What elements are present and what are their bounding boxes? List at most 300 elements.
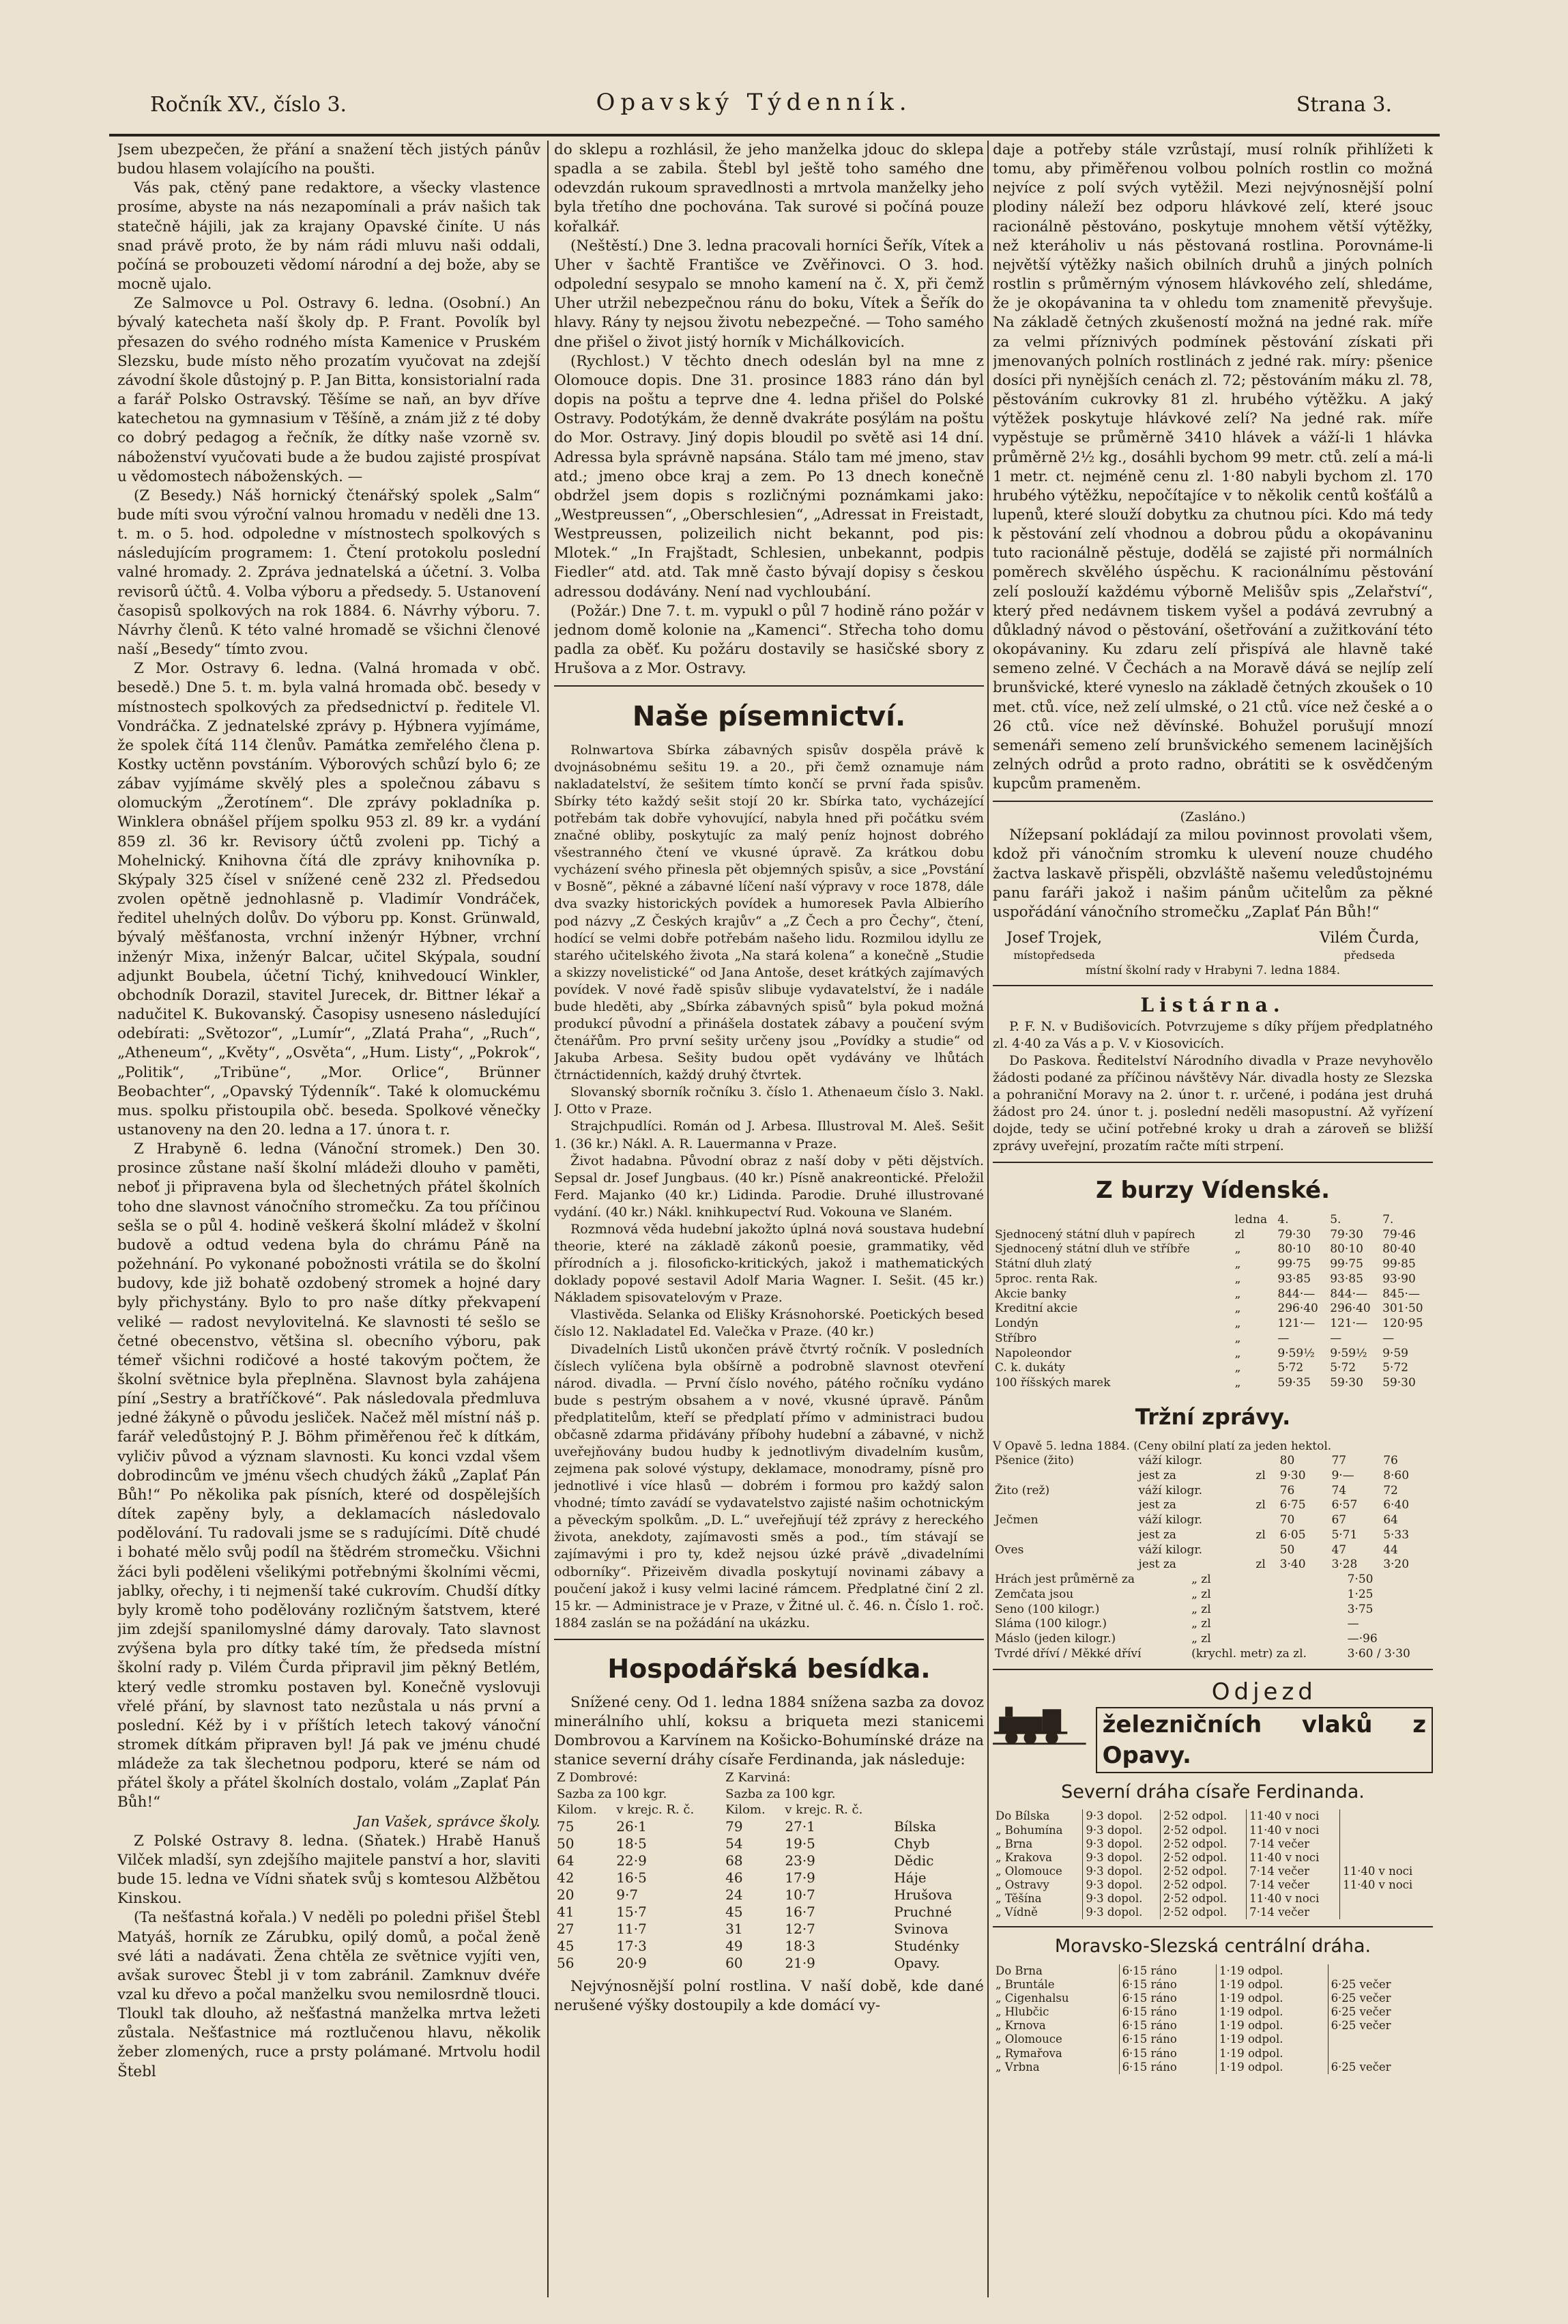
timetable-row-cell bbox=[1340, 1892, 1433, 1906]
timetable-row-cell: „ Krakova bbox=[993, 1851, 1083, 1865]
article-paragraph: do sklepu a rozhlásil, že jeho manželka jdouc do sklepa spadla a se zabila. Štebl byl ještě toho samého dne odevzdán rukoum spravedlnosti a mrtvola manželky jeho byla třetího dne pochována. Tak surové si počíná pouze kořalkář. bbox=[554, 141, 984, 235]
burzy-row-cell: „ bbox=[1234, 1376, 1241, 1390]
rate-row-cell: Svinova bbox=[894, 1920, 948, 1937]
burzy-row-cell: 9·59½ bbox=[1277, 1346, 1315, 1360]
timetable-row-cell: 11·40 v noci bbox=[1247, 1824, 1340, 1837]
locomotive-icon bbox=[993, 1701, 1086, 1749]
burzy-head: 4. bbox=[1277, 1212, 1289, 1226]
timetable-row bbox=[993, 1892, 1433, 1906]
rate-col-head: v krejc. R. č. bbox=[785, 1803, 863, 1818]
rate-row-cell: 50 bbox=[557, 1835, 575, 1852]
timetable-row-cell: 2·52 odpol. bbox=[1160, 1892, 1246, 1906]
market-row bbox=[993, 1469, 1433, 1484]
timetable-row-cell: „ Rymařova bbox=[993, 2047, 1119, 2061]
market-row-cell: 76 bbox=[1383, 1454, 1398, 1467]
market-row-cell bbox=[1253, 1484, 1277, 1499]
news-item-hrabyne: Z Hrabyně 6. ledna (Vánoční stromek.) Den 30. prosince zůstane naší školní mládeži dlouho v paměti, neboť ji připravena byla od šlechetných přátel školních toho dne slavnost vánočního stromečku. Za tou příčinou sešla se o půl 4. hodině veškerá školní mládež v školní budově a odtud vedena byla do chrámu Páně na požehnání. Po vykonané pobožnosti vrátila se do školní budovy, kde již bohatě ozdobený stromek a hojné dary byly přichystány. Bylo to pro naše dítky překvapení veliké — radost nevylovitelná. Ke slavnosti té sešlo se četné obecenstvo, většina sl. obecního výboru, pak témeř všichni rodičové a hosté takovým počtem, že školní světnice byla přeplněna. Slavnost byla zahájena píní „Sestry a bratříčkové“. Pak následovala předmluva jedné žákyně o původu jesliček. Načež měl místní náš p. farář veledůstojný P. J. Böhm přiměřenou řeč k dítkám, vyličiv původ a význam slavnosti. Ku konci vzdal všem dobrodincům ve jménu všech chudých žáků „Zaplať Pán Bůh!“ Po několika pak písních, které od dospělejších dítek zapěny byly, a deklamacích následovalo podělování. Tu radovali jsme se s radujícími. Dítě chudé i bohaté mělo svůj podíl na štědrém stromečku. Všichni žáci byli poděleni všelikými potřebnými školními věcmi, jablky, ořechy, i ti nejmenší také cukrovím. Chudší dítky byly kromě toho podělovány rozličným šatstvem, které jim zdejší spanilomyslné dámy darovaly. Tato slavnost zvýšena byla pro dítky také tím, že předseda místní školní rady p. Vilém Čurda připravil jim pěkný Betlém, který vedle stromku postaven byl. Konečně vyslovuji vřelé přání, by slavnost tato nezůstala u nás první a poslední. Kéž by i v příštích letech takový vánoční stromek dítkám připraven byl! Já pak ve jménu chudé mládeže za tak šlechetnou podporu, které se nám od přátel školy a přátel školních dostalo, volám „Zaplať Pán Bůh!“ bbox=[117, 1141, 540, 1811]
rate-row bbox=[554, 1818, 984, 1835]
burzy-row-cell: 5·72 bbox=[1277, 1361, 1304, 1375]
burzy-row-cell: 79·46 bbox=[1382, 1227, 1416, 1242]
lit-item: Život hadabna. Původní obraz z naší doby v pěti dějstvích. Sepsal dr. Josef Jungbaus. (40 kr.) Písně anakreontické. Přeložil Ferd. Majanko (40 kr.) Lidinda. Parodie. Druhé illustrované vydání. (40 kr.) Nákl. knihkupectví Rud. Vokouna ve Slaném. bbox=[554, 1153, 984, 1220]
timetable-row-cell: 6·15 ráno bbox=[1119, 1978, 1216, 1992]
timetable-row-cell: 2·52 odpol. bbox=[1160, 1809, 1246, 1823]
market-row-cell bbox=[1253, 1454, 1277, 1469]
burzy-row-cell: „ bbox=[1234, 1242, 1241, 1257]
timetable-row-cell: 6·25 večer bbox=[1331, 1977, 1391, 1991]
rate-row-cell: 68 bbox=[725, 1852, 743, 1869]
signature: Jan Vašek, správce školy. bbox=[355, 1813, 540, 1831]
market-row-cell: zl bbox=[1255, 1498, 1266, 1512]
timetable-row bbox=[993, 1809, 1433, 1823]
timetable-row bbox=[993, 1978, 1433, 1992]
timetable-row-cell: 9·3 dopol. bbox=[1083, 1824, 1160, 1837]
section-title-literature: Naše písemnictví. bbox=[632, 701, 906, 733]
burzy-row-cell: 93·90 bbox=[1382, 1272, 1416, 1286]
market-row bbox=[993, 1498, 1433, 1513]
header-rule bbox=[109, 134, 1440, 137]
timetable-row-cell: 11·40 v noci bbox=[1247, 1809, 1340, 1823]
burzy-row bbox=[993, 1272, 1433, 1287]
rate-row-cell: 45 bbox=[725, 1903, 743, 1920]
section-rule bbox=[993, 1926, 1433, 1927]
timetable-row-cell: 6·15 ráno bbox=[1119, 1992, 1216, 2005]
timetable-row-cell: 9·3 dopol. bbox=[1083, 1809, 1160, 1823]
rate-row-cell: 27 bbox=[557, 1920, 575, 1937]
rate-row-cell: 27·1 bbox=[785, 1818, 815, 1835]
market-row-cell: Oves bbox=[995, 1543, 1024, 1557]
burzy-row-cell: 59·35 bbox=[1277, 1376, 1311, 1390]
burzy-row bbox=[993, 1347, 1433, 1362]
burzy-row-cell: „ bbox=[1234, 1287, 1241, 1301]
timetable-row-cell: 7·14 večer bbox=[1247, 1837, 1340, 1851]
market-row-cell: 3·40 bbox=[1279, 1558, 1306, 1572]
timetable-row-cell: „ Brna bbox=[993, 1837, 1083, 1851]
timetable-row-cell: „ Cigenhalsu bbox=[993, 1992, 1119, 2005]
signature-curda: Vilém Čurda, bbox=[1319, 929, 1419, 947]
lit-item: Vlastivěda. Selanka od Elišky Krásnohorské. Poetických besed číslo 12. Nakladatel Ed. Valečka v Praze. (40 kr.) bbox=[554, 1307, 984, 1340]
rate-row-cell: 15·7 bbox=[616, 1903, 647, 1920]
rate-row-cell: Pruchné bbox=[894, 1903, 952, 1920]
timetable-row-cell bbox=[1340, 1824, 1433, 1837]
market-row-cell: 6·40 bbox=[1383, 1498, 1410, 1512]
burzy-row-cell: „ bbox=[1234, 1317, 1241, 1331]
burzy-head: ledna bbox=[1234, 1212, 1268, 1226]
burzy-row-cell: 93·85 bbox=[1330, 1272, 1363, 1286]
timetable-row-cell: 2·52 odpol. bbox=[1160, 1837, 1246, 1851]
timetable-row-cell: 2·52 odpol. bbox=[1160, 1851, 1246, 1865]
burzy-row-cell: — bbox=[1277, 1331, 1290, 1345]
rate-row-cell: 18·5 bbox=[616, 1835, 647, 1852]
section-rule bbox=[993, 985, 1433, 986]
timetable-row-cell: „ Bruntále bbox=[993, 1978, 1119, 1992]
lit-item: Divadelních Listů ukončen právě čtvrtý ročník. V posledních číslech vylíčena byla obšírně a podrobně slavnost otevření národ. divadla. — První číslo nového, pátého ročníku vydáno bude s pestrým obsahem a v nové, vkusné úpravě. Pánům předplatitelům, kteří se předplatí přímo v administraci budou občasně zdarma přidávány příbohy hudební a zábavné, v nichž uveřejňovány budou hudby k jednotlivým divadelním kusům, zejmena pak solové výstupy, deklamace, monodramy, písně pro jednotlivé i více hlasů — dobrém i formou pro každý salon vhodné; tímto zavádí se vydavatelstvo zajisté našim ochotnickým a pěveckým spolkům. „D. L.“ uveřejňují též zprávy z hereckého života, anekdoty, zajímavosti směs a pod., tím stávají se zajímavými i pro ty, kdež nejsou úzké právě „divadelními odborníky“. Přizeivěm divadla poskytují novinami zábavy a poučení jakož i kusy velmi laciné rámcem. Předplatné činí 2 zl. 15 kr. — Administrace je v Praze, v Žitné ul. č. 46. n. Číslo 1. roč. 1884 zaslán se na požádání na ukázku. bbox=[554, 1341, 984, 1631]
timetable-row-cell bbox=[1340, 1851, 1433, 1865]
market-extra-row-cell: Seno (100 kilogr.) bbox=[995, 1602, 1100, 1616]
zaslano-label: (Zasláno.) bbox=[1180, 809, 1246, 825]
timetable-row bbox=[993, 1964, 1433, 1978]
rate-row bbox=[554, 1869, 984, 1887]
timetable-row-cell: 2·52 odpol. bbox=[1160, 1878, 1246, 1892]
rate-row-cell: 11·7 bbox=[616, 1920, 647, 1937]
burzy-row-cell: 296·40 bbox=[1330, 1302, 1371, 1316]
market-extra-row bbox=[993, 1588, 1433, 1603]
rate-row bbox=[554, 1887, 984, 1904]
burzy-row-cell: „ bbox=[1234, 1331, 1241, 1345]
burzy-row-cell: 5·72 bbox=[1330, 1361, 1356, 1375]
rate-head-dombrova: Z Dombrové: bbox=[557, 1770, 638, 1785]
timetable-row-cell: 6·15 ráno bbox=[1119, 2061, 1216, 2074]
market-row-cell: 6·75 bbox=[1279, 1498, 1306, 1512]
section-title-economy: Hospodářská besídka. bbox=[607, 1653, 931, 1684]
rate-row-cell: 16·5 bbox=[616, 1869, 647, 1886]
listarna-item: Do Paskova. Ředitelství Národního divadla v Praze nevyhovělo žádosti podané za příčinou návštěvy Nár. divadla hosty ze Slezska a pohraniční Moravy na 2. únor t. r. určené, i podána jest druhá žádost pro 24. únor t. j. poslední neděli masopustní. Až vyřízení dojde, tedy se učiní potřebné kroky u drah a zároveň se bližší zprávy uveřejní, prozatím račte míti strpení. bbox=[993, 1052, 1433, 1154]
rate-row-cell: 16·7 bbox=[785, 1903, 815, 1920]
market-row-cell bbox=[993, 1498, 1137, 1513]
timetable-row bbox=[993, 1824, 1433, 1837]
market-extra-row-cell: Máslo (jeden kilogr.) bbox=[995, 1632, 1116, 1646]
burzy-row-cell: 844·— bbox=[1330, 1287, 1368, 1301]
timetable-row-cell: 9·3 dopol. bbox=[1083, 1892, 1160, 1906]
burzy-row-cell: Státní dluh zlatý bbox=[995, 1257, 1092, 1272]
rate-row bbox=[554, 1852, 984, 1869]
burzy-row-cell: Akcie banky bbox=[995, 1287, 1066, 1301]
signature-place: místní školní rady v Hrabyni 7. ledna 1884. bbox=[1085, 963, 1341, 977]
timetable-row bbox=[993, 2019, 1433, 2033]
rate-row-cell: 9·7 bbox=[616, 1886, 639, 1903]
market-row-cell: 74 bbox=[1331, 1483, 1347, 1497]
market-row-cell: 76 bbox=[1279, 1483, 1295, 1497]
burzy-row-cell: — bbox=[1330, 1331, 1342, 1345]
market-row-cell: 8·60 bbox=[1383, 1468, 1410, 1482]
news-item-pozar: (Požár.) Dne 7. t. m. vypukl o půl 7 hodině ráno požár v jednom domě kolonie na „Kamenci“. Střecha toho domu padla za oběť. Ku požáru dostavily se hasičské sbory z Hrušova a z Mor. Ostravy. bbox=[554, 602, 984, 678]
timetable-row-cell: Do Brna bbox=[993, 1964, 1119, 1978]
railway-title-moravsko: Moravsko-Slezská centrální dráha. bbox=[1054, 1936, 1371, 1957]
burzy-row bbox=[993, 1228, 1433, 1243]
news-item-beseda: (Z Besedy.) Náš hornický čtenářský spolek „Salm“ bude míti svou výroční valnou hromadu v neděli dne 13. t. m. o 5. hod. odpoledne v místnostech spolkových s následujícím programem: 1. Čtení protokolu poslední valné hromady. 2. Zpráva jednatelská a účetní. 3. Volba revisorů účtů. 4. Volba výboru a předsedy. 5. Ustanovení časopisů spolkových na rok 1884. 6. Návrhy výboru. 7. Návrhy členů. K této valné hromadě se všichni členové naší „Besedy“ tímto zvou. bbox=[117, 487, 540, 659]
train-departures-banner bbox=[993, 1677, 1433, 1774]
timetable-row bbox=[993, 1878, 1433, 1892]
rate-subhead: Sazba za 100 kgr. bbox=[725, 1786, 836, 1801]
burzy-row-cell: — bbox=[1382, 1331, 1395, 1345]
market-row-cell: zl bbox=[1255, 1468, 1266, 1482]
burzy-row-cell: 9·59½ bbox=[1330, 1346, 1367, 1360]
timetable-row-cell: „ Hlubčic bbox=[993, 2005, 1119, 2019]
market-row-cell: váží kilogr. bbox=[1138, 1483, 1203, 1497]
issue-number: Ročník XV., číslo 3. bbox=[150, 93, 347, 117]
rate-row bbox=[554, 1955, 984, 1972]
burzy-row-cell: 99·75 bbox=[1330, 1257, 1363, 1272]
market-row-cell: jest za bbox=[1138, 1468, 1176, 1482]
news-item-koralka: (Ta nešťastná kořala.) V neděli po poledni přišel Štebl Matyáš, horník ze Zárubku, opilý domů, a počal ženě své láti a nadávati. Žena chtěla ze světnice vyjíti ven, avšak surovec Štebl ji v tom zabránil. Zamknuv dvéře vzal ku dřevo a počal manželku svou nemilosrdně tlouci. Tloukl tak dlouho, až nešťastná manželka mrtva ležeti zůstala. Nešťastnice má roztlučenou hlavu, několik žeber zlomených, ruce a prsty polámané. Mrtvolu hodil Štebl bbox=[117, 1909, 540, 2080]
article-paragraph: Vás pak, ctěný pane redaktore, a všecky vlastence prosíme, abyste na nás nezapomínali a práv našich tak statečně hájili, jak za krajany Opavské činíte. U nás snad právě proto, že by nám rádi mluvu naši oddali, počíná se probouzeti vědomí národní a dej bože, aby se mocně ujalo. bbox=[117, 180, 540, 293]
timetable-row-cell: 6·25 večer bbox=[1331, 2060, 1391, 2074]
burzy-row-cell: 120·95 bbox=[1382, 1317, 1423, 1331]
column-2 bbox=[554, 141, 984, 2270]
section-rule bbox=[993, 1162, 1433, 1163]
market-extra-row bbox=[993, 1603, 1433, 1618]
market-row-cell bbox=[1253, 1543, 1277, 1558]
rate-row-cell: Opavy. bbox=[894, 1954, 940, 1971]
article-paragraph: Jsem ubezpečen, že přání a snažení těch jistých pánův budou hlasem volajícího na poušti. bbox=[117, 141, 540, 178]
rate-row bbox=[554, 1938, 984, 1955]
market-row-cell: jest za bbox=[1138, 1527, 1176, 1542]
market-row-cell bbox=[993, 1528, 1137, 1543]
timetable-row-cell: 9·3 dopol. bbox=[1083, 1865, 1160, 1878]
market-extra-row bbox=[993, 1617, 1433, 1632]
market-extra-row-cell: (krychl. metr) za zl. bbox=[1191, 1646, 1307, 1661]
rate-row-cell: 24 bbox=[725, 1886, 743, 1903]
market-row-cell: 47 bbox=[1331, 1543, 1347, 1557]
listarna-item: P. F. N. v Budišovicích. Potvrzujeme s díky příjem předplatného zl. 4·40 za Vás a p. V. v Kiosovicích. bbox=[993, 1018, 1433, 1051]
market-row bbox=[993, 1543, 1433, 1558]
market-row bbox=[993, 1484, 1433, 1499]
zaslano-text: Nížepsaní pokládají za milou povinnost provolati všem, kdož při vánočním stromku k ulevení nouze chudého žactva laskavě přispěli, obzvláště našemu veledůstojnému panu faráři jakož i našim pánům učitelům za pěkné uspořádání vánočního stromečku „Zaplať Pán Bůh!“ bbox=[993, 827, 1433, 921]
timetable-severni bbox=[993, 1809, 1433, 1919]
section-title-market: Tržní zprávy. bbox=[1135, 1403, 1291, 1430]
market-row-cell: váží kilogr. bbox=[1138, 1454, 1203, 1467]
timetable-row-cell bbox=[1328, 2047, 1433, 2061]
timetable-row-cell: „ Olomouce bbox=[993, 2033, 1119, 2046]
burzy-row bbox=[993, 1361, 1433, 1376]
timetable-row bbox=[993, 2033, 1433, 2046]
market-extra-table bbox=[993, 1573, 1433, 1662]
market-row-cell: 44 bbox=[1383, 1543, 1398, 1557]
section-rule bbox=[554, 685, 984, 687]
timetable-row-cell: 2·52 odpol. bbox=[1160, 1824, 1246, 1837]
rate-row-cell: 21·9 bbox=[785, 1954, 815, 1971]
rate-row-cell: 60 bbox=[725, 1954, 743, 1971]
market-row-cell: 5·71 bbox=[1331, 1527, 1358, 1542]
timetable-row-cell: 6·25 večer bbox=[1331, 2005, 1391, 2019]
timetable-row bbox=[993, 1992, 1433, 2005]
market-row-cell: 9·— bbox=[1331, 1468, 1354, 1482]
timetable-row-cell bbox=[1328, 1964, 1433, 1978]
market-row-cell: Ječmen bbox=[995, 1513, 1039, 1527]
rate-row-cell: 41 bbox=[557, 1903, 575, 1920]
burzy-row-cell: Sjednocený státní dluh v papírech bbox=[995, 1227, 1195, 1242]
market-extra-row bbox=[993, 1573, 1433, 1588]
signature-trojek: Josef Trojek, bbox=[1006, 929, 1103, 947]
burzy-row bbox=[993, 1242, 1433, 1257]
rate-row-cell: Hrušova bbox=[894, 1886, 953, 1903]
burzy-head: 7. bbox=[1382, 1212, 1394, 1226]
masthead-title: Opavský Týdenník. bbox=[596, 89, 912, 116]
rate-row-cell: 23·9 bbox=[785, 1852, 815, 1869]
burzy-row-cell: 99·85 bbox=[1382, 1257, 1416, 1272]
timetable-row bbox=[993, 2005, 1433, 2019]
market-extra-row-cell: Tvrdé dříví / Měkké dříví bbox=[995, 1646, 1142, 1661]
section-title-burzy: Z burzy Vídenské. bbox=[1095, 1177, 1331, 1205]
timetable-row bbox=[993, 2047, 1433, 2061]
signature-role: předseda bbox=[1344, 948, 1395, 962]
burzy-row-cell: „ bbox=[1234, 1257, 1241, 1272]
rate-row-cell: Chyb bbox=[894, 1835, 930, 1852]
rate-row-cell: 31 bbox=[725, 1920, 743, 1937]
news-item-nestesti: (Neštěstí.) Dne 3. ledna pracovali horníci Šeřík, Vítek a Uher v šachtě Františce ve Zvěřinovci. O 3. hod. odpolední sesypalo se mnoho kamení na č. X, při čemž Uher utržil nebezpečnou ránu do boku, Vítek a Šeřík do hlavy. Rány ty nejsou životu nebezpečné. — Toho samého dne přišel o život jistý horník v Michálkovicích. bbox=[554, 237, 984, 351]
odjezd-label: Odjezd bbox=[1211, 1678, 1317, 1706]
rate-row-cell: 42 bbox=[557, 1869, 575, 1886]
rate-row-cell: 17·3 bbox=[616, 1937, 647, 1954]
rate-row-cell: 75 bbox=[557, 1818, 575, 1835]
column-3 bbox=[993, 141, 1433, 2270]
rate-row-cell: 49 bbox=[725, 1937, 743, 1954]
rate-row-cell: 46 bbox=[725, 1869, 743, 1886]
timetable-row-cell: 11·40 v noci bbox=[1343, 1864, 1413, 1878]
timetable-row-cell: 6·25 večer bbox=[1331, 1992, 1391, 2005]
burzy-row-cell: Sjednocený státní dluh ve stříbře bbox=[995, 1242, 1190, 1257]
market-extra-row-cell: Zemčata jsou bbox=[995, 1587, 1074, 1601]
market-row-cell: 67 bbox=[1331, 1513, 1347, 1527]
burzy-row-cell: 845·— bbox=[1382, 1287, 1420, 1301]
burzy-row-cell: 100 říšských marek bbox=[995, 1376, 1111, 1390]
timetable-row-cell: 9·3 dopol. bbox=[1083, 1878, 1160, 1892]
rate-row-cell: 19·5 bbox=[785, 1835, 815, 1852]
rate-row bbox=[554, 1835, 984, 1852]
timetable-row-cell: 9·3 dopol. bbox=[1083, 1906, 1160, 1919]
burzy-row-cell: 80·10 bbox=[1330, 1242, 1363, 1257]
market-row-cell bbox=[993, 1469, 1137, 1484]
burzy-row bbox=[993, 1332, 1433, 1347]
burzy-row-cell: 121·— bbox=[1277, 1317, 1316, 1331]
rate-row-cell: 10·7 bbox=[785, 1886, 815, 1903]
market-extra-row-cell: 1·25 bbox=[1347, 1587, 1374, 1601]
timetable-row-cell: 6·15 ráno bbox=[1119, 1964, 1216, 1978]
rate-col-head: Kilom. bbox=[557, 1803, 597, 1818]
timetable-row-cell: 1·19 odpol. bbox=[1217, 1992, 1329, 2005]
market-row-cell bbox=[993, 1558, 1137, 1573]
timetable-row-cell: 6·15 ráno bbox=[1119, 2005, 1216, 2019]
market-extra-row-cell: 3·75 bbox=[1347, 1602, 1374, 1616]
market-row-cell: zl bbox=[1255, 1558, 1266, 1572]
timetable-row-cell bbox=[1328, 2033, 1433, 2046]
signature-role: místopředseda bbox=[1013, 948, 1095, 962]
burzy-row-cell: Napoleondor bbox=[995, 1346, 1072, 1360]
rate-row-cell: 54 bbox=[725, 1835, 743, 1852]
rate-row-cell: 18·3 bbox=[785, 1937, 815, 1954]
timetable-row-cell: 1·19 odpol. bbox=[1217, 2005, 1329, 2019]
burzy-row-cell: 99·75 bbox=[1277, 1257, 1311, 1272]
rate-row-cell: 56 bbox=[557, 1954, 575, 1971]
market-extra-row-cell: — bbox=[1347, 1617, 1359, 1631]
timetable-row-cell: 1·19 odpol. bbox=[1217, 1964, 1329, 1978]
rate-row-cell: 45 bbox=[557, 1937, 575, 1954]
section-rule bbox=[993, 1669, 1433, 1670]
news-item-mor-ostrava: Z Mor. Ostravy 6. ledna. (Valná hromada v obč. besedě.) Dne 5. t. m. byla valná hromada obč. besedy v místnostech spolkových za předsednictví p. ředitele Vl. Vondráčka. Z jednatelské zprávy p. Hýbnera vyjímáme, že spolek čítá 114 členův. Památka zemřelého člena p. Kostky uctěnn povstáním. Výborových schůzí bylo 6; ze zábav vyjímáme skvělý ples a společnou zábavu s olomuckým „Žerotínem“. Dle zprávy pokladníka p. Winklera obnášel příjem spolku 953 zl. 89 kr. a vydání 859 zl. 36 kr. Revisory účtů zvoleni pp. Tichý a Mohelnický. Knihovna čítá dle zprávy knihovníka p. Skýpaly 325 čísel v snížené ceně 232 zl. Předsedou zvolen opětně jednohlasně p. Vladimír Vondráček, ředitel uhelných dolův. Do výboru pp. Konst. Grünwald, bývalý měšťanosta, vrchní inženýr Hýbner, vrchní inženýr Mixa, inženýr Balcar, učitel Skýpala, soudní adjunkt Boubela, účetní Tichý, knihvedoucí Winkler, obchodník Dorazil, stavitel Jurecek, dr. Bittner lékař a nadučitel K. Bukovanský. Časopisy usneseno následující odebírati: „Světozor“, „Lumír“, „Zlatá Praha“, „Ruch“, „Atheneum“, „Květy“, „Osvěta“, „Hum. Listy“, „Pokrok“, „Politik“, „Tribüne“, „Mor. Orlice“, Brünner Beobachter“, „Opavský Týdenník“. Také k olomuckému mus. spolku přistoupila obč. beseda. Spolkové věnečky ustanoveny na den 20. ledna a 17. února t. r. bbox=[117, 660, 540, 1138]
burzy-head: 5. bbox=[1330, 1212, 1341, 1226]
burzy-row-cell: 301·50 bbox=[1382, 1302, 1423, 1316]
timetable-row-cell: „ Bohumína bbox=[993, 1824, 1083, 1837]
burzy-row-cell: 296·40 bbox=[1277, 1302, 1318, 1316]
timetable-row-cell: 1·19 odpol. bbox=[1217, 2047, 1329, 2061]
burzy-row bbox=[993, 1302, 1433, 1317]
market-row-cell: 77 bbox=[1331, 1454, 1347, 1467]
rate-subhead: Sazba za 100 kgr. bbox=[557, 1786, 667, 1801]
timetable-row-cell: 11·40 v noci bbox=[1247, 1851, 1340, 1865]
burzy-row-cell: 93·85 bbox=[1277, 1272, 1311, 1286]
timetable-row-cell: 2·52 odpol. bbox=[1160, 1865, 1246, 1878]
timetable-row-cell: 1·19 odpol. bbox=[1217, 1978, 1329, 1992]
market-extra-row-cell: 3·60 / 3·30 bbox=[1347, 1646, 1410, 1661]
market-row-cell: 6·57 bbox=[1331, 1498, 1358, 1512]
news-item-rychlost: (Rychlost.) V těchto dnech odeslán byl na mne z Olomouce dopis. Dne 31. prosince 1883 ráno dán byl dopis na poštu a teprve dne 4. ledna přišel do Polské Ostravy. Podotýkám, že denně dvakráte posýlám na poštu do Mor. Ostravy. Jiný dopis bloudil po světě asi 14 dní. Adressa byla správně napsána. Stálo tam mé jmeno, stav atd.; jmeno obce kraj a zem. Po 13 dnech konečně obdržel jsem dopis s rozličnými poznámkami jako: „Westpreussen“, „Oberschlesien“, „Adressat in Freistadt, Westpreussen, polizeilich nicht bekannt, pod pis: Mlotek.“ „In Frajštadt, Schlesien, unbekannt, podpis Fiedler“ atd. atd. Tak mně často bývají dopisy s českou adressou dodávány. Není nad vychloubání. bbox=[554, 352, 984, 601]
rate-row-cell: 79 bbox=[725, 1818, 743, 1835]
column-1 bbox=[117, 141, 540, 2270]
burzy-row-cell: 80·40 bbox=[1382, 1242, 1416, 1257]
rate-row-cell: Bílska bbox=[894, 1818, 937, 1835]
market-row-cell: jest za bbox=[1138, 1558, 1176, 1572]
lit-item: Rolnwartova Sbírka zábavných spisův dospěla právě k dvojnásobnému sešitu 19. a 20., při čemž oznamuje nám nakladatelství, že sešitem tímto končí se první řada spisův. Sbírky této každý sešit stojí 20 kr. Sbírka tato, vycházející potřebám tak dobře vyhovující, nabyla hned při počátku svém značné obliby, poskytujíc za malý peníz hojnost dobrého všestranného čtení ve vkusné úpravě. Za krátkou dobu vycházení svého přinesla pět objemných spisův, a sice „Povstání v Bosně“, pěkné a zábavné líčení naší výpravy v roce 1878, dále dva svazky historických povídek a humoresek Pavla Albierího pod názvy „Z Českých krajův“ a „Z Čech a pro Čechy“, čtení, hodící se velmi dobře potřebám našeho lidu. Rozmilou idyllu ze starého učitelského života „Na stará kolena“ a konečně „Studie a skizzy novelistické“ od Jana Antoše, deset krátkých zajímavých povídek. V nové řadě spisův slibuje vydavatelství, že i nadále bude hleděti, aby „Sbírka zábavných spisů“ byla pokud možná produkcí původní a přinášela dostatek zábavy a poučení svým čtenářům. Pro první sešity určeny jsou „Povídky a studie“ od Jakuba Arbesa. Sešity budou opět vydávány ve lhůtách čtrnáctidenních, každý druhý čtvrtek. bbox=[554, 742, 984, 1083]
rate-head-karvina: Z Karviná: bbox=[725, 1770, 791, 1785]
market-extra-row-cell: —·96 bbox=[1347, 1632, 1378, 1646]
rate-row-cell: 20 bbox=[557, 1886, 575, 1903]
rate-row-cell: Dědic bbox=[894, 1852, 934, 1869]
stock-exchange-table bbox=[993, 1213, 1433, 1391]
market-row-cell: 5·33 bbox=[1383, 1527, 1410, 1542]
timetable-row-cell: „ Krnova bbox=[993, 2019, 1119, 2033]
burzy-row-cell: C. k. dukáty bbox=[995, 1361, 1066, 1375]
rate-row-cell: 22·9 bbox=[616, 1852, 647, 1869]
market-extra-row bbox=[993, 1632, 1433, 1647]
news-item-salmovec: Ze Salmovce u Pol. Ostravy 6. ledna. (Osobní.) An bývalý katecheta naší školy dp. P. Frant. Povolík byl přesazen do svého rodného místa Kamenice v Pruském Slezsku, bude místo něho prozatím vyučovat na zdejší závodní škole důstojný p. P. Jan Bitta, konsistorialní rada a farář Polsko Ostravský. Těšíme se naň, an byv dříve katechetou na gymnasium v Těšíně, a znám již z té doby co dobrý pedagog a řečník, že dítky naše vzorně sv. náboženství vyučovati bude a že budou zajisté prospívat u vědomostech náboženských. — bbox=[117, 295, 540, 485]
railway-title-severni: Severní dráha císaře Ferdinanda. bbox=[1061, 1781, 1365, 1803]
rate-row-cell: 64 bbox=[557, 1852, 575, 1869]
timetable-row-cell: 9·3 dopol. bbox=[1083, 1837, 1160, 1851]
section-title-listarna: Listárna. bbox=[1140, 994, 1286, 1016]
burzy-row-cell: zl bbox=[1234, 1227, 1245, 1242]
market-row bbox=[993, 1558, 1433, 1573]
rate-row-cell: Studénky bbox=[894, 1937, 959, 1954]
rate-col-head: v krejc. R. č. bbox=[616, 1803, 695, 1818]
market-extra-row-cell: 7·50 bbox=[1347, 1573, 1374, 1586]
market-row-cell: zl bbox=[1255, 1527, 1266, 1542]
market-row-cell: 80 bbox=[1279, 1454, 1295, 1467]
article-paragraph: daje a potřeby stále vzrůstají, musí rolník přihlížeti k tomu, aby přiměřenou volbou polních rostlin co možná nejvíce z polí svých vytěžil. Mezi nejvýnosnější polní plodiny náleží bez odporu hlávkové zelí, které jsouc racionálně pěstováno, poskytuje mnohem větší výtěžky, než kteráholiv u nás pěstovaná rostlina. Porovnáme-li největší výtěžky našich obilních druhů a jiných polních rostlin s průměrným výnosem hlávkového zelí, shledáme, že je okopávanina ta v ohledu tom znamenitě převyšuje. Na základě četných zkušeností možná na jedné rak. míře za velmi příznivých podmínek pěstování získati při jmenovaných polních rostlinách z jedné rak. míry: pšenice dosíci při nynějších cenách zl. 72; pěstováním máku zl. 78, pěstováním cukrovky 81 zl. hrubého výtěžku. A jaký výtěžek poskytuje hlávkové zelí? Na jedné rak. míře vypěstuje se průměrně 3410 hlávek a váží-li 1 hlávka průměrně 2½ kg., dosáhli bychom 99 metr. ctů. zelí a má-li 1 metr. ct. nejméně cenu zl. 1·80 nabyli bychom zl. 170 hrubého výtěžku, nepočítajíce v to několik centů košťálů a lupenů, které slouží dobytku za chutnou píci. Kdo má tedy k pěstování zelí vhodnou a dobrou půdu a okopávaninu tuto racionálně pěstuje, dodělá se zajisté při normálních poměrech skvělého úspěchu. K racionálnímu pěstování zelí poslouží každému výborně Melišův spis „Zelařství“, který před nedávnem tiskem vyšel a podává zevrubný a důkladný návod o pěstování, ošetřování a zužitkování této okopávaniny. Ku zdaru zelí přispívá ale hlavně také semeno zelné. V Čechách a na Moravě dává se nejlíp zelí brunšvické, které vyneslo na základě četných zkoušek o 10 met. ctů. více, než zelí ulmské, o 21 ctů. více než české a o 26 ctů. více než děvínské. Bohužel porušují mnozí semenáři semeno zelí brunšvického semenem lacinějších zelných odrůd a proto radno, obrátiti se k osvědčeným kupcům prameněm. bbox=[993, 141, 1433, 793]
timetable-row-cell: „ Těšína bbox=[993, 1892, 1083, 1906]
market-row-cell: Pšenice (žito) bbox=[995, 1454, 1074, 1467]
market-price-table bbox=[993, 1454, 1433, 1573]
timetable-row-cell: 6·15 ráno bbox=[1119, 2033, 1216, 2046]
timetable-row-cell: „ Vídně bbox=[993, 1906, 1083, 1919]
timetable-row-cell: 11·40 v noci bbox=[1247, 1892, 1340, 1906]
burzy-row-cell: „ bbox=[1234, 1272, 1241, 1286]
market-row-cell: 3·20 bbox=[1383, 1558, 1410, 1572]
timetable-row bbox=[993, 1851, 1433, 1865]
burzy-row-cell: 80·10 bbox=[1277, 1242, 1311, 1257]
market-row bbox=[993, 1513, 1433, 1528]
timetable-row-cell: 2·52 odpol. bbox=[1160, 1906, 1246, 1919]
timetable-row-cell: „ Vrbna bbox=[993, 2061, 1119, 2074]
burzy-row bbox=[993, 1317, 1433, 1332]
burzy-row-cell: „ bbox=[1234, 1346, 1241, 1360]
market-extra-row-cell: Sláma (100 kilogr.) bbox=[995, 1617, 1107, 1631]
market-row-cell: 70 bbox=[1279, 1513, 1295, 1527]
timetable-row-cell: 7·14 večer bbox=[1247, 1865, 1340, 1878]
rate-row-cell: 26·1 bbox=[616, 1818, 647, 1835]
timetable-row-cell: „ Ostravy bbox=[993, 1878, 1083, 1892]
timetable-row-cell: 11·40 v noci bbox=[1343, 1878, 1413, 1892]
timetable-row-cell: Do Bílska bbox=[993, 1809, 1083, 1823]
timetable-row bbox=[993, 1837, 1433, 1851]
odjezd-subtitle: železničních vlaků z Opavy. bbox=[1096, 1707, 1433, 1773]
burzy-row-cell: Stříbro bbox=[995, 1331, 1037, 1345]
burzy-row-cell: 5·72 bbox=[1382, 1361, 1408, 1375]
market-row-cell: jest za bbox=[1138, 1498, 1176, 1512]
burzy-row-cell: „ bbox=[1234, 1302, 1241, 1316]
market-row-cell: 3·28 bbox=[1331, 1558, 1358, 1572]
timetable-row-cell: 6·15 ráno bbox=[1119, 2019, 1216, 2033]
market-row-cell: 50 bbox=[1279, 1543, 1295, 1557]
market-row-cell: 64 bbox=[1383, 1513, 1398, 1527]
